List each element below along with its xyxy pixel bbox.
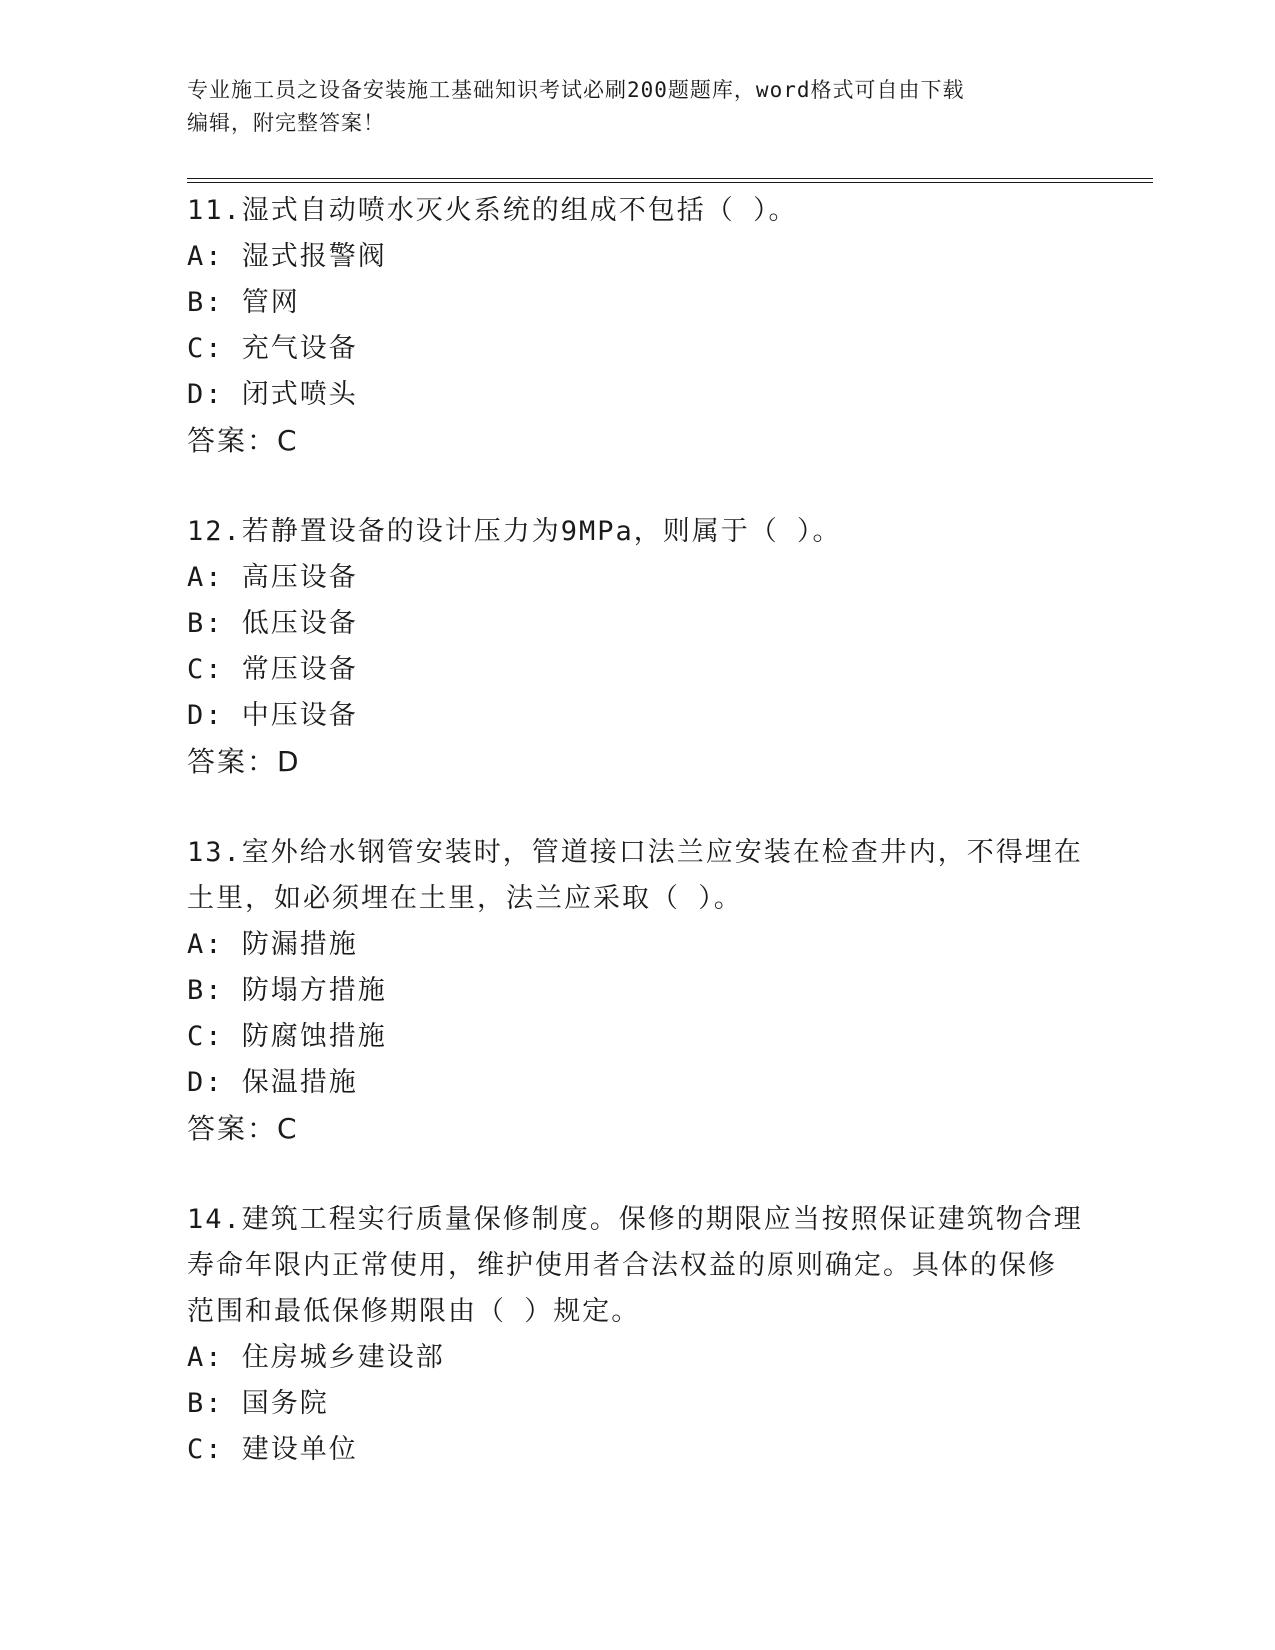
question-12 (187, 509, 1087, 785)
question-stem: 11.湿式自动喷水灭火系统的组成不包括（ ）。 (187, 195, 798, 226)
header-divider (187, 178, 1153, 183)
question-list (187, 188, 1087, 1518)
question-13 (187, 830, 1087, 1152)
option-a: A: 防漏措施 (187, 929, 358, 960)
option-b: B: 管网 (187, 287, 300, 318)
option-a: A: 湿式报警阀 (187, 241, 387, 272)
option-c: C: 常压设备 (187, 654, 358, 685)
option-d: D: 保温措施 (187, 1067, 358, 1098)
question-stem: 14.建筑工程实行质量保修制度。保修的期限应当按照保证建筑物合理 (187, 1204, 1083, 1235)
option-d: D: 闭式喷头 (187, 379, 358, 410)
question-stem-continued: 范围和最低保修期限由（ ）规定。 (187, 1296, 641, 1327)
option-d: D: 中压设备 (187, 700, 358, 731)
answer: 答案：C (187, 424, 299, 457)
option-a: A: 住房城乡建设部 (187, 1342, 445, 1373)
option-c: C: 充气设备 (187, 333, 358, 364)
header-line-1: 专业施工员之设备安装施工基础知识考试必刷200题题库，word格式可自由下载 (187, 78, 965, 102)
question-stem-continued: 土里，如必须埋在土里，法兰应采取（ ）。 (187, 883, 743, 914)
answer: 答案：C (187, 1112, 299, 1145)
option-b: B: 防塌方措施 (187, 975, 387, 1006)
header-line-2: 编辑，附完整答案！ (187, 111, 385, 135)
option-a: A: 高压设备 (187, 562, 358, 593)
question-stem-continued: 寿命年限内正常使用，维护使用者合法权益的原则确定。具体的保修 (187, 1250, 1057, 1281)
option-b: B: 国务院 (187, 1388, 329, 1419)
document-header (187, 74, 1087, 140)
question-stem: 12.若静置设备的设计压力为9MPa，则属于（ ）。 (187, 516, 842, 547)
question-14 (187, 1197, 1087, 1473)
option-b: B: 低压设备 (187, 608, 358, 639)
option-c: C: 防腐蚀措施 (187, 1021, 387, 1052)
question-11 (187, 188, 1087, 464)
question-stem: 13.室外给水钢管安装时，管道接口法兰应安装在检查井内，不得埋在 (187, 837, 1083, 868)
answer: 答案：D (187, 745, 301, 778)
option-c: C: 建设单位 (187, 1434, 358, 1465)
